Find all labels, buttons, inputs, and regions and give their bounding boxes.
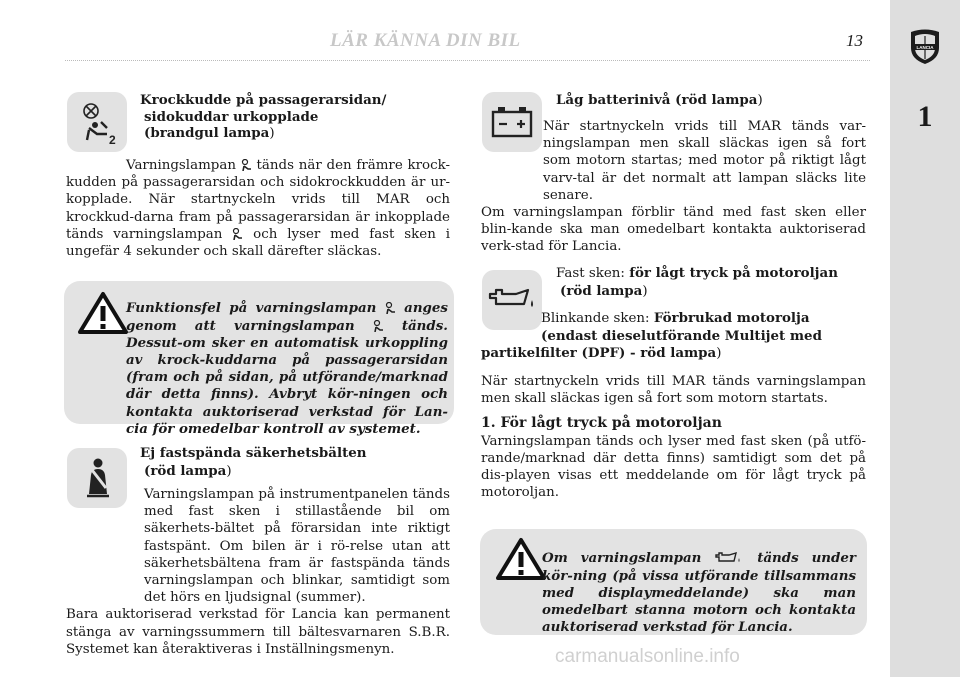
airbag-inline-icon-2 — [232, 228, 243, 240]
airbag-description — [66, 157, 450, 260]
warning2-part2: tänds under kör-ning (på vissa utförande tillsammans med displaymeddelande) ska man omedelbart stanna motorn och kontakta auktoriserad verkstad för Lancia. — [542, 550, 856, 636]
airbag-heading-line2: sidokuddar urkopplade — [144, 108, 319, 125]
oil-fixed-paren: (röd lampa — [560, 282, 643, 299]
airbag-heading — [140, 92, 440, 143]
warning-text-airbag — [70, 287, 448, 451]
seatbelt-desc-body2: Bara auktoriserad verkstad för Lancia kan permanent stänga av varningssummern till bältesvarnaren S.B.R. Systemet kan återaktiveras i Inställningsmenyn. — [66, 607, 450, 657]
oil-blink-heading — [481, 310, 866, 363]
logo-text: LANCIA — [916, 45, 934, 50]
airbag-desc-rest: kudden på passagerarsidan och sidokrockkudden är ur-kopplade. När startnyckeln vrids till MAR och krockkud-darna fram på passagerarsidan är inkopplade tänds varningslampan — [66, 175, 450, 242]
airbag-inline-icon — [241, 159, 252, 171]
airbag-heading-paren: ) — [269, 126, 275, 141]
battery-heading-text: Låg batterinivå (röd lampa — [556, 92, 758, 108]
seatbelt-heading — [140, 444, 440, 481]
header-divider — [65, 60, 870, 61]
airbag-heading-line3-text: (brandgul lampa — [144, 125, 270, 141]
seatbelt-description — [66, 486, 450, 658]
battery-heading — [556, 92, 856, 109]
battery-desc-body2: Om varningslampan förblir tänd med fast sken eller blin-kande ska man omedelbart kontakta auktoriserad verk-stad för Lancia. — [481, 205, 866, 255]
airbag-heading-line3 — [140, 125, 440, 143]
lancia-logo-icon — [905, 26, 945, 66]
oil-inline-icon — [714, 552, 744, 564]
oil-fixed-label: Fast sken: — [556, 266, 625, 281]
warning2-part1: Om varningslampan — [542, 550, 702, 567]
airbag-desc-after-icon: tänds när den främre krock- — [256, 158, 450, 173]
oil-fixed-bold: för lågt tryck på motoroljan — [629, 265, 838, 281]
airbag-off-tile — [67, 92, 127, 152]
oil-fixed-paren-close: ) — [642, 283, 648, 299]
airbag-icon-number: 2 — [109, 133, 116, 147]
page-number: 13 — [846, 31, 863, 50]
oil-blink-bold: Förbrukad motorolja — [653, 310, 810, 326]
seatbelt-desc-first — [66, 486, 450, 606]
seatbelt-heading-line2: (röd lampa — [144, 463, 227, 479]
footer-watermark: carmanualsonline.info — [555, 646, 740, 667]
oil-desc-body: När startnyckeln vrids till MAR tänds varningslampan men skall släckas igen så fort som motorn startats. — [481, 374, 866, 407]
warning1-part3: tänds. Dessut-om sker en automatisk urkoppling av krock-kuddarna på passagerarsidan (fram och på sidan, på utförande/marknad där detta finns). Avbryt kör-ningen och kontakta auktoriserad verkstad för Lan-cia för omedelbar kontroll av systemet. — [126, 317, 448, 437]
airbag-desc-lead: Varningslampan — [126, 158, 236, 173]
warning1-part2: anges genom att varningslampan — [126, 300, 448, 334]
page-header-title: LÄR KÄNNA DIN BIL — [330, 30, 521, 51]
seatbelt-heading-paren: ) — [226, 464, 232, 479]
battery-heading-paren: ) — [757, 93, 763, 108]
warning1-part1: Funktionsfel på varningslampan — [126, 300, 377, 317]
oil-blink-bold2: (endast dieselutförande Multijet med — [541, 327, 822, 344]
oil-description — [481, 373, 866, 501]
seatbelt-desc-body: Varningslampan på instrumentpanelen tänds med fast sken i stillastående bil om säkerhets-bältet på förarsidan inte riktigt fastspänt. Om bilen är i rö-relse utan att säkerhetsbältena fram är fastspända tänds varningslampan och blinkar, samtidigt som det hörs en ljudsignal (summer). — [144, 487, 450, 606]
passenger-airbag-off-icon — [67, 92, 127, 152]
airbag-inline-icon-3 — [385, 302, 396, 314]
chapter-number: 1 — [917, 100, 933, 133]
oil-fixed-heading — [556, 265, 866, 300]
seatbelt-heading-line1: Ej fastspända säkerhetsbälten — [140, 445, 367, 461]
oil-blink-label: Blinkande sken: — [541, 311, 650, 326]
airbag-heading-line1: Krockkudde på passagerarsidan/ — [140, 92, 387, 108]
oil-desc-body2: Varningslampan tänds och lyser med fast sken (på utfö-rande/marknad där detta finns) samtidigt som det på dis-playen visas ett meddelande om för lågt tryck på motoroljan. — [481, 433, 866, 501]
warning-box-airbag — [64, 281, 454, 437]
oil-subheading: 1. För lågt tryck på motoroljan — [481, 415, 722, 432]
battery-description — [481, 118, 866, 256]
battery-desc-body: När startnyckeln vrids till MAR tänds var-ningslampan men skall släckas igen så fort som motorn startas; med motor på riktigt lågt varv-tal är det normalt att lampan släcks lite senare. — [543, 119, 866, 203]
oil-blink-bold3: partikelfilter (DPF) - röd lampa — [481, 345, 717, 361]
airbag-inline-icon-4 — [373, 320, 384, 332]
oil-blink-close: ) — [716, 346, 722, 361]
airbag-desc-end: och lyser med fast sken i ungefär 4 sekunder och skall därefter släckas. — [66, 226, 451, 260]
warning-box-oil — [480, 529, 867, 635]
warning-text-oil — [494, 537, 856, 650]
